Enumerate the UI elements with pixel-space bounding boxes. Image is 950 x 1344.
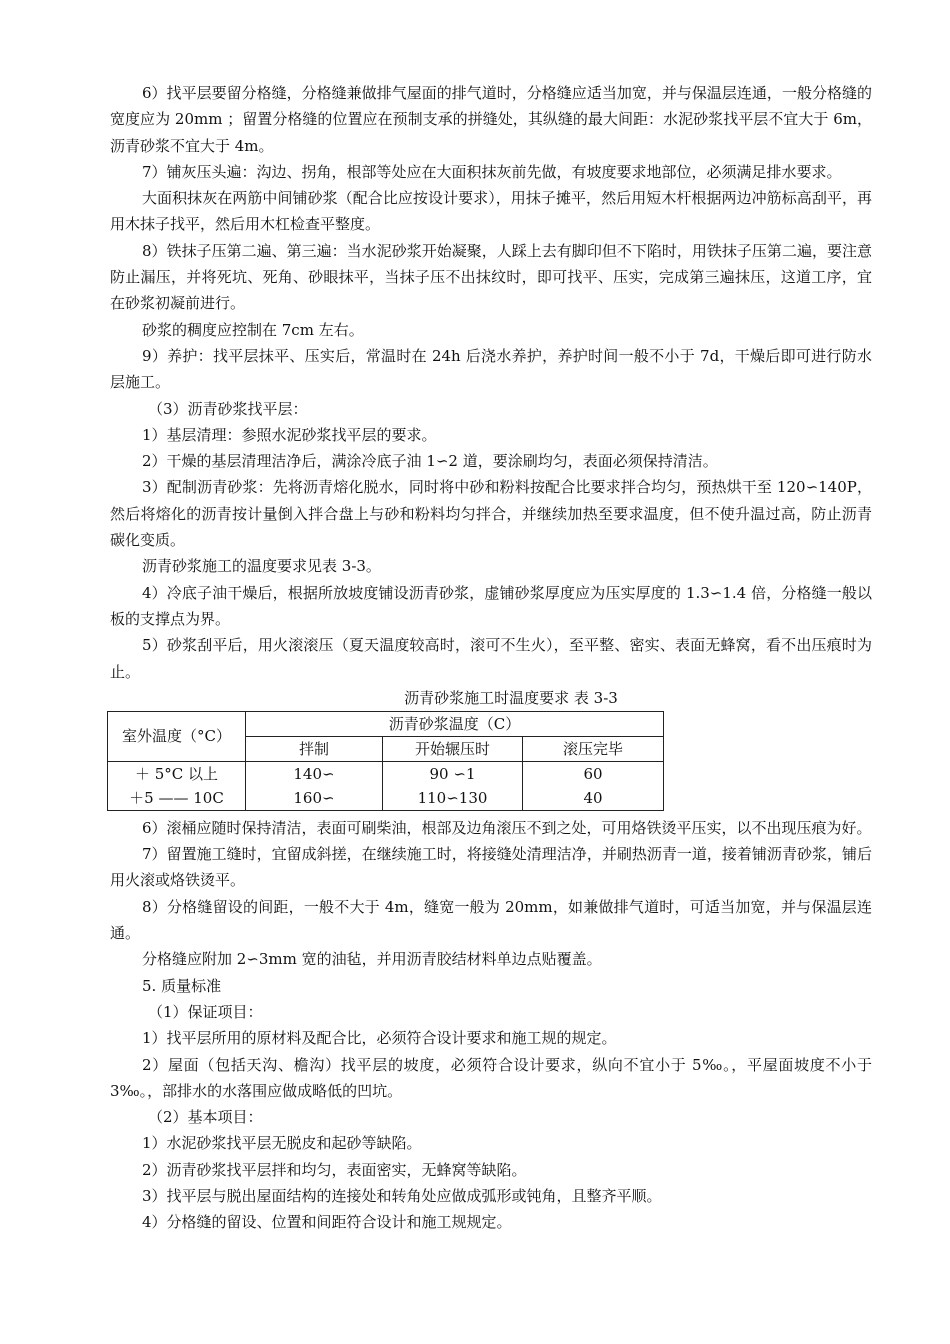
temperature-table	[107, 711, 664, 811]
paragraph: 4）分格缝的留设、位置和间距符合设计和施工规规定。	[142, 1213, 512, 1232]
table-cell: 140∽	[246, 761, 383, 786]
header-rolling-done: 滚压完毕	[523, 736, 664, 761]
table-caption: 沥青砂浆施工时温度要求 表 3-3	[404, 688, 618, 707]
paragraph: 3）找平层与脱出屋面结构的连接处和转角处应做成弧形或钝角，且整齐平顺。	[142, 1186, 662, 1205]
paragraph: 9）养护：找平层抹平、压实后，常温时在 24h 后浇水养护，养护时间一般不小于 7d，干燥后即可进行防水层施工。	[110, 346, 872, 392]
paragraph: 2）屋面（包括天沟、檐沟）找平层的坡度，必须符合设计要求，纵向不宜小于 5‰。，平屋面坡度不小于 3‰。，部排水的水落围应做成略低的凹坑。	[110, 1055, 872, 1100]
paragraph: 1）基层清理：参照水泥砂浆找平层的要求。	[142, 425, 437, 444]
paragraph: 1）找平层所用的原材料及配合比，必须符合设计要求和施工规的规定。	[142, 1029, 617, 1048]
paragraph: 7）留置施工缝时，宜留成斜搓，在继续施工时，将接缝处清理洁净，并刷热沥青一道，接着铺沥青砂浆，铺后用火滚或烙铁烫平。	[110, 845, 872, 890]
paragraph: （2）基本项目：	[148, 1108, 263, 1127]
table-cell: ＋ 5°C 以上	[108, 761, 246, 786]
paragraph: （1）保证项目：	[148, 1002, 263, 1021]
paragraph: 5）砂浆刮平后，用火滚滚压（夏天温度较高时，滚可不生火），至平整、密实、表面无蜂窝，看不出压痕时为止。	[110, 636, 872, 681]
paragraph: 6）滚桶应随时保持清洁，表面可刷柴油，根部及边角滚压不到之处，可用烙铁烫平压实，以不出现压痕为好。	[142, 818, 872, 837]
paragraph: 分格缝应附加 2∽3mm 宽的油毡，并用沥青胶结材料单边点贴覆盖。	[142, 950, 602, 969]
table-row	[108, 761, 664, 786]
paragraph: 8）铁抹子压第二遍、第三遍：当水泥砂浆开始凝聚，人踩上去有脚印但不下陷时，用铁抹子压第二遍，要注意防止漏压，并将死坑、死角、砂眼抹平，当抹子压不出抹纹时，即可找平、压实，完成第三遍抹压，这道工序，宜在砂浆初凝前进行。	[110, 241, 872, 313]
paragraphs-after-table	[110, 815, 872, 1236]
table-cell: 60	[523, 761, 664, 786]
header-start-rolling: 开始辗压时	[383, 736, 523, 761]
paragraph: 2）沥青砂浆找平层拌和均匀，表面密实，无蜂窝等缺陷。	[142, 1160, 527, 1179]
paragraph: 7）铺灰压头遍：沟边、拐角，根部等处应在大面积抹灰前先做，有坡度要求地部位，必须满足排水要求。	[142, 162, 842, 181]
paragraph: 沥青砂浆施工的温度要求见表 3-3。	[142, 557, 381, 576]
header-outdoor-temp: 室外温度（°C）	[108, 711, 246, 761]
paragraph: 2）干燥的基层清理洁净后，满涂冷底子油 1∽2 道，要涂刷均匀，表面必须保持清洁。	[142, 452, 718, 471]
paragraph: 8）分格缝留设的间距，一般不大于 4m，缝宽一般为 20mm，如兼做排气道时，可适当加宽，并与保温层连通。	[110, 897, 872, 943]
paragraph: 大面积抹灰在两筋中间铺砂浆（配合比应按设计要求），用抹子摊平，然后用短木杆根据两边冲筋标高刮平，再用木抹子找平，然后用木杠检查平整度。	[110, 189, 872, 234]
header-asphalt-temp: 沥青砂浆温度（C）	[246, 711, 664, 736]
paragraph: 4）冷底子油干燥后，根据所放坡度铺设沥青砂浆，虚铺砂浆厚度应为压实厚度的 1.3∽1.4 倍，分格缝一般以板的支撑点为界。	[110, 583, 872, 628]
paragraph: 砂浆的稠度应控制在 7cm 左右。	[142, 320, 364, 339]
table-cell: 40	[523, 786, 664, 811]
paragraph: 5. 质量标准	[142, 976, 222, 995]
paragraphs-before-table	[110, 80, 872, 685]
table-cell: 110∽130	[383, 786, 523, 811]
paragraph: 6）找平层要留分格缝，分格缝兼做排气屋面的排气道时，分格缝应适当加宽，并与保温层连通，一般分格缝的宽度应为 20mm ；留置分格缝的位置应在预制支承的拼缝处，其纵缝的最大间距：水泥砂浆找平层不宜大于 6m，沥青砂浆不宜大于 4m。	[110, 84, 872, 155]
header-mixing: 拌制	[246, 736, 383, 761]
table-cell: 90 ∽1	[383, 761, 523, 786]
paragraph: （3）沥青砂浆找平层：	[148, 399, 308, 418]
table-cell: 160∽	[246, 786, 383, 811]
table-cell: ＋5 —— 10C	[108, 786, 246, 811]
paragraph: 1）水泥砂浆找平层无脱皮和起砂等缺陷。	[142, 1134, 422, 1153]
paragraph: 3）配制沥青砂浆：先将沥青熔化脱水，同时将中砂和粉料按配合比要求拌合均匀，预热烘干至 120∽140P，然后将熔化的沥青按计量倒入拌合盘上与砂和粉料均匀拌合，并继续加热至要求温度，但不使升温过高，防止沥青碳化变质。	[110, 478, 872, 550]
document-body	[110, 80, 872, 1236]
table-row	[108, 786, 664, 811]
